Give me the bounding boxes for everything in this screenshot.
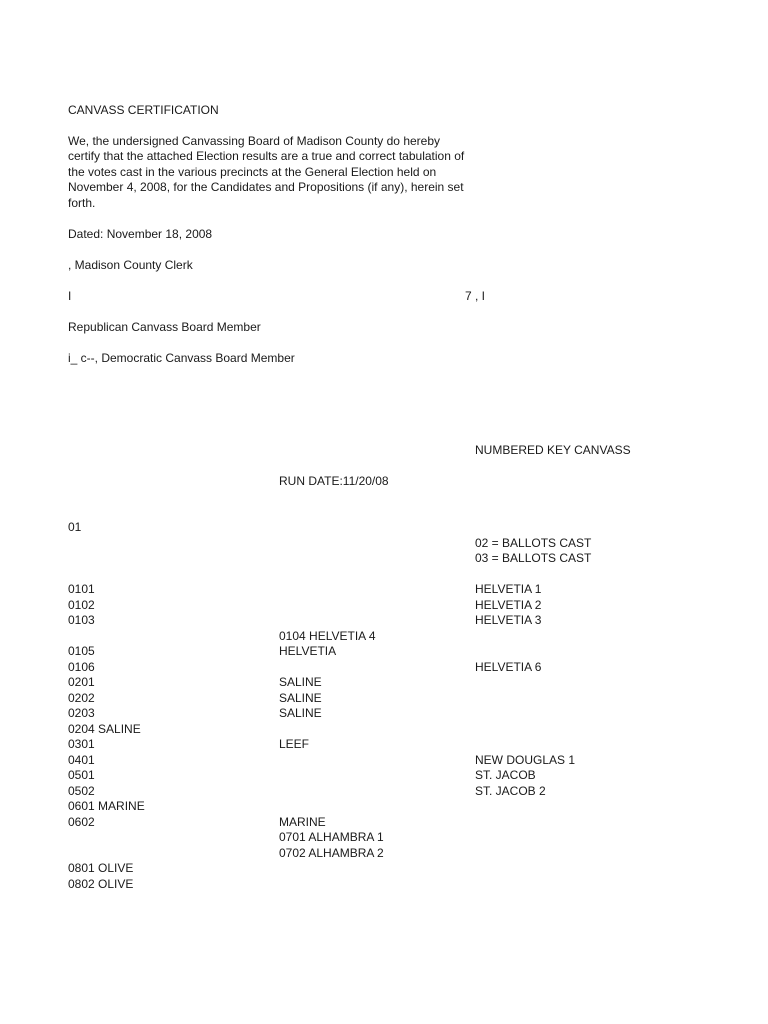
precinct-cell-a: 0802 OLIVE (68, 876, 134, 891)
precinct-cell-b: 0104 HELVETIA 4 (279, 628, 376, 643)
precinct-cell-c: NEW DOUGLAS 1 (475, 752, 576, 767)
precinct-cell-a: 0203 (68, 706, 95, 720)
precinct-cell-a: 0801 OLIVE (68, 861, 134, 875)
certification-line: November 4, 2008, for the Candidates and Propositions (if any), herein set (68, 180, 464, 195)
precinct-cell-b: LEEF (279, 737, 310, 751)
precinct-cell-a: 0106 (68, 659, 95, 674)
precinct-cell-c: HELVETIA 1 (475, 582, 542, 596)
precinct-cell-a: 0301 (68, 737, 95, 751)
precinct-cell-a: 0602 (68, 814, 95, 829)
precinct-cell-b: SALINE (279, 675, 322, 689)
precinct-cell-c: ST. JACOB (475, 768, 536, 782)
run-date: RUN DATE:11/20/08 (279, 474, 389, 488)
precinct-cell-a: 0204 SALINE (68, 721, 141, 736)
signature-mark-right: 7 , I (465, 289, 486, 303)
precinct-cell-a: 0202 (68, 690, 95, 705)
precinct-cell-a: 0501 (68, 768, 95, 782)
precinct-cell-a: 0502 (68, 783, 95, 798)
precinct-cell-a: 0601 MARINE (68, 799, 145, 813)
code-03-ballots-cast: 03 = BALLOTS CAST (475, 551, 592, 565)
republican-member-line: Republican Canvass Board Member (68, 320, 261, 334)
democratic-member-line: i_ c--, Democratic Canvass Board Member (68, 351, 295, 365)
signature-mark-left: I (68, 289, 72, 303)
precinct-cell-b: MARINE (279, 814, 326, 829)
precinct-cell-b: SALINE (279, 690, 322, 705)
precinct-cell-a: 0101 (68, 582, 95, 596)
precinct-cell-b: SALINE (279, 706, 322, 720)
precinct-cell-a: 0401 (68, 752, 95, 767)
precinct-cell-a: 0103 (68, 613, 95, 627)
county-clerk-line: , Madison County Clerk (68, 258, 193, 272)
precinct-cell-a: 0102 (68, 597, 95, 612)
precinct-cell-c: HELVETIA 3 (475, 613, 542, 627)
report-title: NUMBERED KEY CANVASS (475, 443, 631, 457)
precinct-cell-b: 0701 ALHAMBRA 1 (279, 830, 384, 844)
certification-line: the votes cast in the various precincts at the General Election held on (68, 164, 437, 179)
precinct-cell-a: 0201 (68, 675, 95, 689)
document-title: CANVASS CERTIFICATION (68, 103, 219, 117)
certification-line: We, the undersigned Canvassing Board of Madison County do hereby (68, 134, 441, 148)
code-02-ballots-cast: 02 = BALLOTS CAST (475, 536, 592, 550)
certification-line: certify that the attached Election results are a true and correct tabulation of (68, 149, 465, 164)
certification-line: forth. (68, 195, 96, 210)
precinct-cell-b: 0702 ALHAMBRA 2 (279, 845, 384, 860)
precinct-cell-c: HELVETIA 6 (475, 659, 542, 674)
precinct-cell-c: ST. JACOB 2 (475, 783, 546, 798)
precinct-cell-c: HELVETIA 2 (475, 597, 542, 612)
certification-paragraph (68, 134, 498, 211)
precinct-cell-b: HELVETIA (279, 644, 337, 658)
code-01: 01 (68, 520, 82, 534)
dated-line: Dated: November 18, 2008 (68, 227, 213, 241)
precinct-cell-a: 0105 (68, 644, 95, 658)
